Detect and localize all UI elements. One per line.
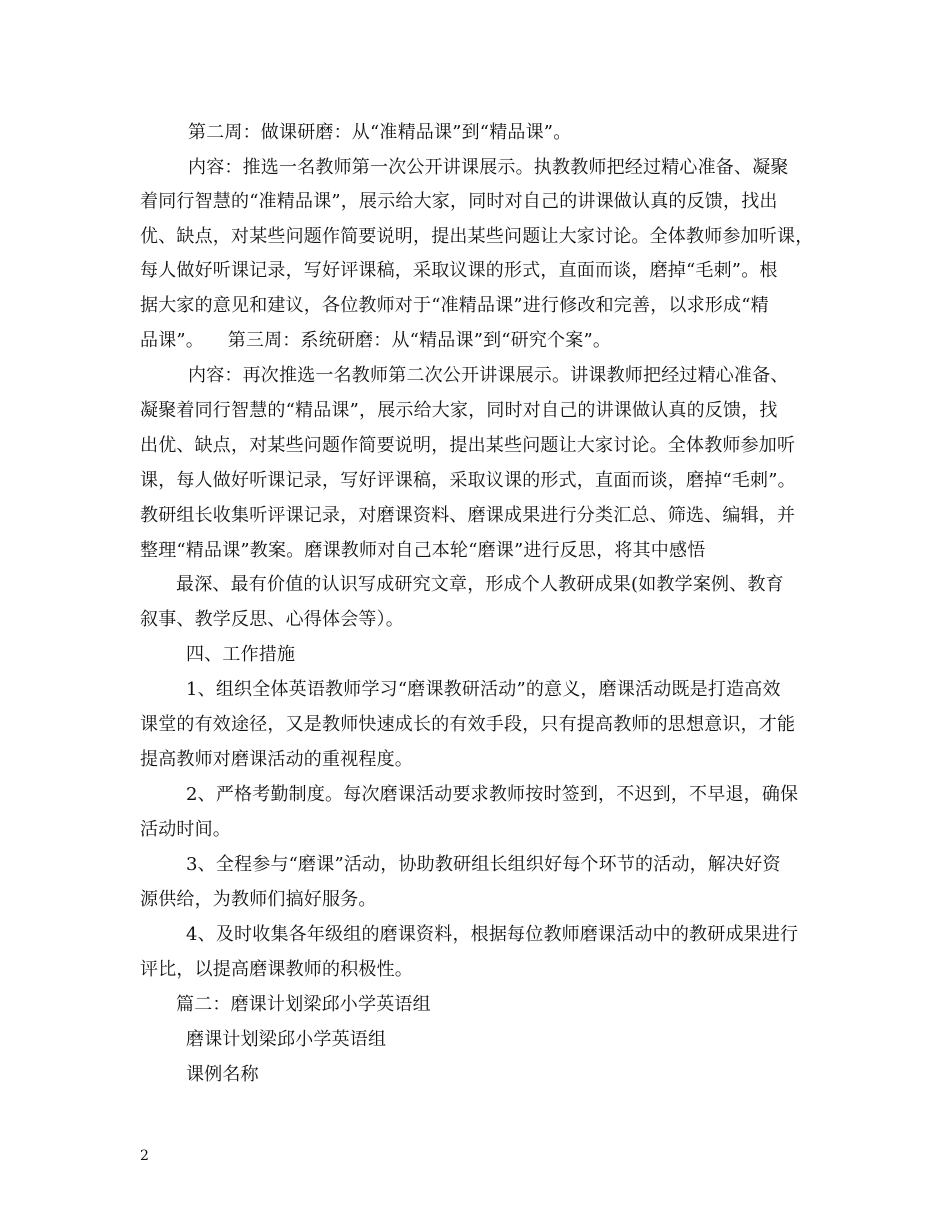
text-line: 品课”。 第三周：系统研磨：从“精品课”到“研究个案”。 bbox=[140, 330, 612, 351]
text-line: 优、缺点，对某些问题作简要说明，提出某些问题让大家讨论。全体教师参加听课， bbox=[140, 226, 814, 247]
text-line: 篇二：磨课计划梁邱小学英语组 bbox=[176, 994, 431, 1015]
text-line: 课例名称 bbox=[186, 1064, 259, 1085]
text-line: 教研组长收集听评课记录，对磨课资料、磨课成果进行分类汇总、筛选、编辑，并 bbox=[140, 505, 796, 526]
text-line: 出优、缺点，对某些问题作简要说明，提出某些问题让大家讨论。全体教师参加听 bbox=[140, 435, 796, 456]
text-line: 着同行智慧的“准精品课”，展示给大家，同时对自己的讲课做认真的反馈，找出 bbox=[140, 191, 778, 212]
text-line: 最深、最有价值的认识写成研究文章，形成个人教研成果(如教学案例、教育 bbox=[176, 574, 784, 595]
text-line: 叙事、教学反思、心得体会等）。 bbox=[140, 609, 404, 630]
text-line: 评比，以提高磨课教师的积极性。 bbox=[140, 959, 413, 980]
text-line: 第二周：做课研磨：从“准精品课”到“精品课”。 bbox=[188, 122, 572, 143]
text-line: 整理“精品课”教案。磨课教师对自己本轮“磨课”进行反思，将其中感悟 bbox=[140, 540, 706, 561]
text-line: 内容：推选一名教师第一次公开讲课展示。执教教师把经过精心准备、凝聚 bbox=[188, 157, 789, 178]
text-line: 3、全程参与“磨课”活动，协助教研组长组织好每个环节的活动，解决好资 bbox=[186, 854, 781, 875]
page-number: 2 bbox=[140, 1148, 149, 1164]
section-heading: 四、工作措施 bbox=[186, 644, 296, 665]
text-line: 据大家的意见和建议，各位教师对于“准精品课”进行修改和完善，以求形成“精 bbox=[140, 295, 769, 316]
text-line: 源供给，为教师们搞好服务。 bbox=[140, 889, 377, 910]
text-line: 4、及时收集各年级组的磨课资料，根据每位教师磨课活动中的教研成果进行 bbox=[186, 924, 799, 945]
text-line: 活动时间。 bbox=[140, 819, 231, 840]
text-line: 课堂的有效途径，又是教师快速成长的有效手段，只有提高教师的思想意识，才能 bbox=[140, 714, 796, 735]
text-line: 2、严格考勤制度。每次磨课活动要求教师按时签到，不迟到，不早退，确保 bbox=[186, 784, 799, 805]
text-line: 内容：再次推选一名教师第二次公开讲课展示。讲课教师把经过精心准备、 bbox=[188, 365, 789, 386]
text-line: 1、组织全体英语教师学习“磨课教研活动”的意义，磨课活动既是打造高效 bbox=[186, 679, 781, 700]
text-line: 磨课计划梁邱小学英语组 bbox=[186, 1029, 387, 1050]
text-line: 课，每人做好听课记录，写好评课稿，采取议课的形式，直面而谈，磨掉“毛刺”。 bbox=[140, 470, 796, 491]
text-line: 提高教师对磨课活动的重视程度。 bbox=[140, 749, 413, 770]
text-line: 凝聚着同行智慧的“精品课”，展示给大家，同时对自己的讲课做认真的反馈，找 bbox=[140, 400, 778, 421]
text-line: 每人做好听课记录，写好评课稿，采取议课的形式，直面而谈，磨掉“毛刺”。根 bbox=[140, 260, 778, 281]
